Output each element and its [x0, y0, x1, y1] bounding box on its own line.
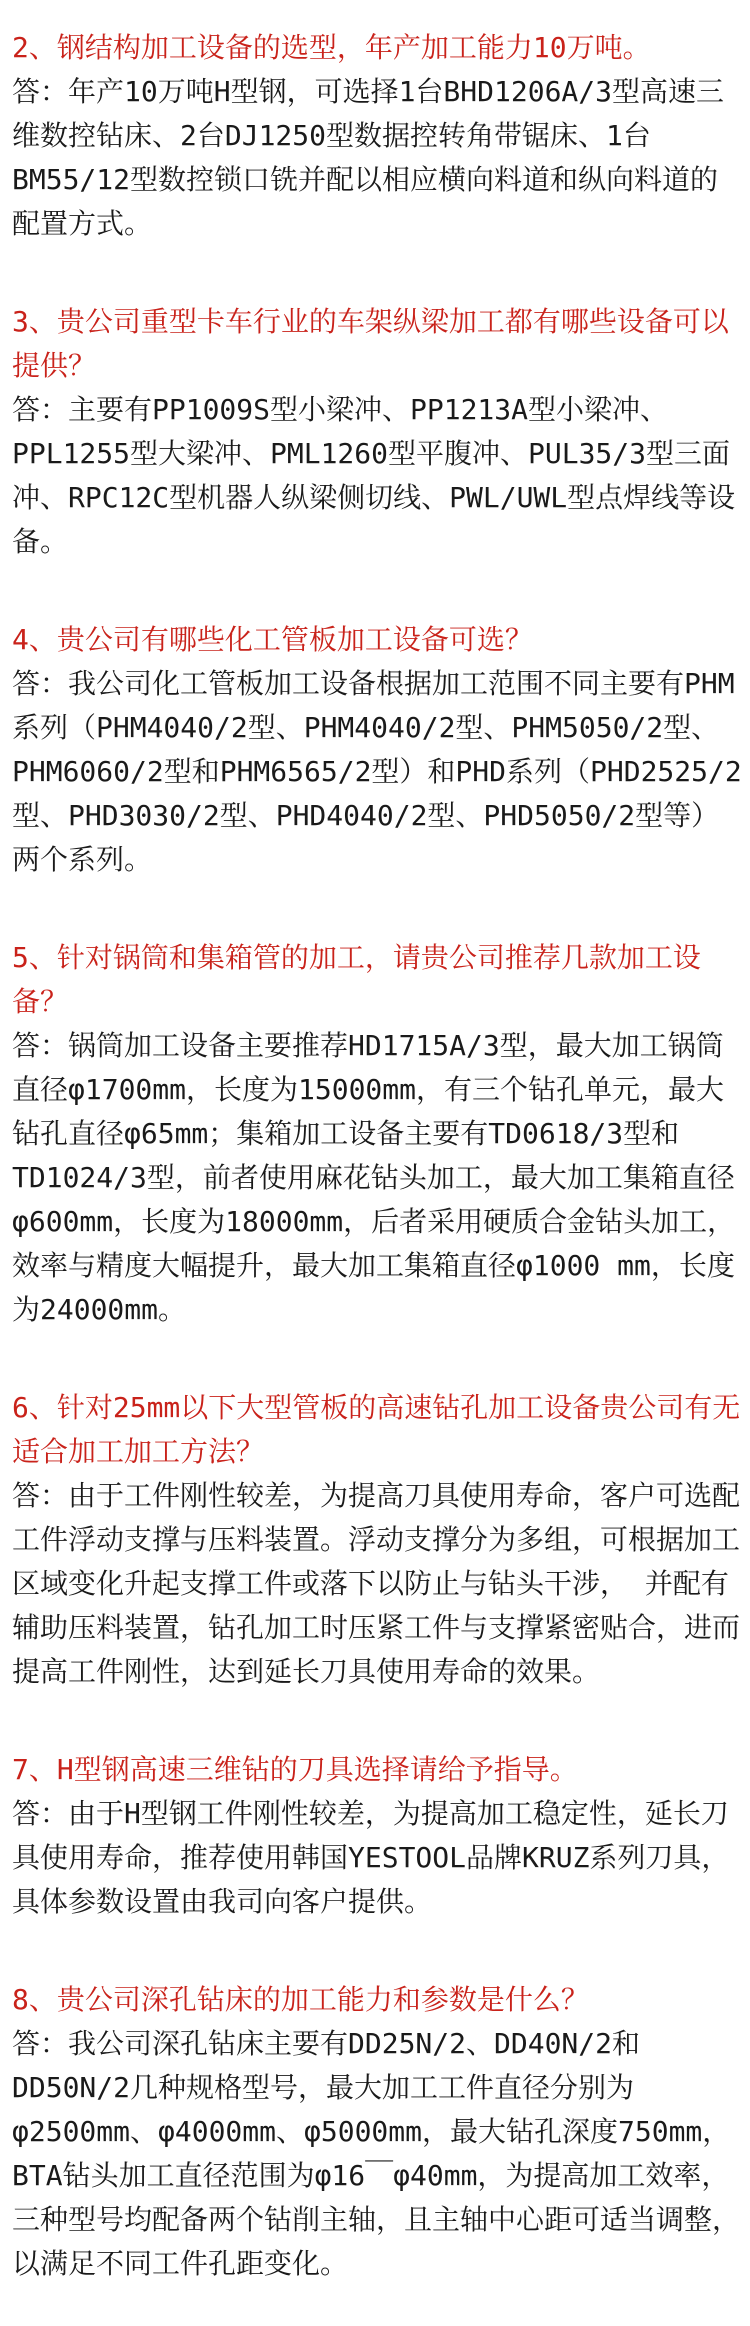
faq-answer: 答：锅筒加工设备主要推荐HD1715A/3型，最大加工锅筒直径φ1700mm，长度为15000mm，有三个钻孔单元，最大钻孔直径φ65mm；集箱加工设备主要有TD0618/3型和TD1024/3型，前者使用麻花钻头加工，最大加工集箱直径φ600mm，长度为18000mm，后者采用硬质合金钻头加工，效率与精度大幅提升，最大加工集箱直径φ1000 mm，长度为24000mm。 — [12, 1029, 736, 1326]
faq-question: 6、针对25mm以下大型管板的高速钻孔加工设备贵公司有无适合加工加工方法？ — [12, 1391, 741, 1468]
faq-section-2 — [12, 26, 744, 246]
faq-answer: 答：我公司深孔钻床主要有DD25N/2、DD40N/2和DD50N/2几种规格型号，最大加工工件直径分别为φ2500mm、φ4000mm、φ5000mm，最大钻孔深度750mm，BTA钻头加工直径范围为φ16￣φ40mm，为提高加工效率，三种型号均配备两个钻削主轴，且主轴中心距可适当调整，以满足不同工件孔距变化。 — [12, 2027, 741, 2280]
faq-question: 3、贵公司重型卡车行业的车架纵梁加工都有哪些设备可以提供？ — [12, 305, 729, 382]
faq-answer: 答：主要有PP1009S型小梁冲、PP1213A型小梁冲、PPL1255型大梁冲、PML1260型平腹冲、PUL35/3型三面冲、RPC12C型机器人纵梁侧切线、PWL/UWL型点焊线等设备。 — [12, 393, 736, 558]
faq-answer: 答：我公司化工管板加工设备根据加工范围不同主要有PHM系列（PHM4040/2型、PHM4040/2型、PHM5050/2型、PHM6060/2型和PHM6565/2型）和PHD系列（PHD2525/2型、PHD3030/2型、PHD4040/2型、PHD5050/2型等）两个系列。 — [12, 667, 742, 876]
faq-section-5 — [12, 936, 744, 1332]
faq-section-7 — [12, 1748, 744, 1924]
faq-answer: 答：年产10万吨H型钢，可选择1台BHD1206A/3型高速三维数控钻床、2台DJ1250型数据控转角带锯床、1台BM55/12型数控锁口铣并配以相应横向料道和纵向料道的配置方式。 — [12, 75, 725, 240]
faq-question: 4、贵公司有哪些化工管板加工设备可选？ — [12, 623, 533, 656]
faq-section-8 — [12, 1978, 744, 2286]
faq-answer: 答：由于H型钢工件刚性较差，为提高加工稳定性，延长刀具使用寿命，推荐使用韩国YESTOOL品牌KRUZ系列刀具，具体参数设置由我司向客户提供。 — [12, 1797, 730, 1918]
faq-question: 5、针对锅筒和集箱管的加工，请贵公司推荐几款加工设备？ — [12, 941, 701, 1018]
faq-question: 2、钢结构加工设备的选型，年产加工能力10万吨。 — [12, 31, 651, 64]
faq-section-3 — [12, 300, 744, 564]
faq-section-4 — [12, 618, 744, 882]
faq-question: 8、贵公司深孔钻床的加工能力和参数是什么？ — [12, 1983, 589, 2016]
faq-question: 7、H型钢高速三维钻的刀具选择请给予指导。 — [12, 1753, 578, 1786]
faq-section-6 — [12, 1386, 744, 1694]
faq-answer: 答：由于工件刚性较差，为提高刀具使用寿命，客户可选配工件浮动支撑与压料装置。浮动支撑分为多组，可根据加工区域变化升起支撑工件或落下以防止与钻头干涉， 并配有辅助压料装置，钻孔加工时压紧工件与支撑紧密贴合，进而提高工件刚性，达到延长刀具使用寿命的效果。 — [12, 1479, 741, 1688]
